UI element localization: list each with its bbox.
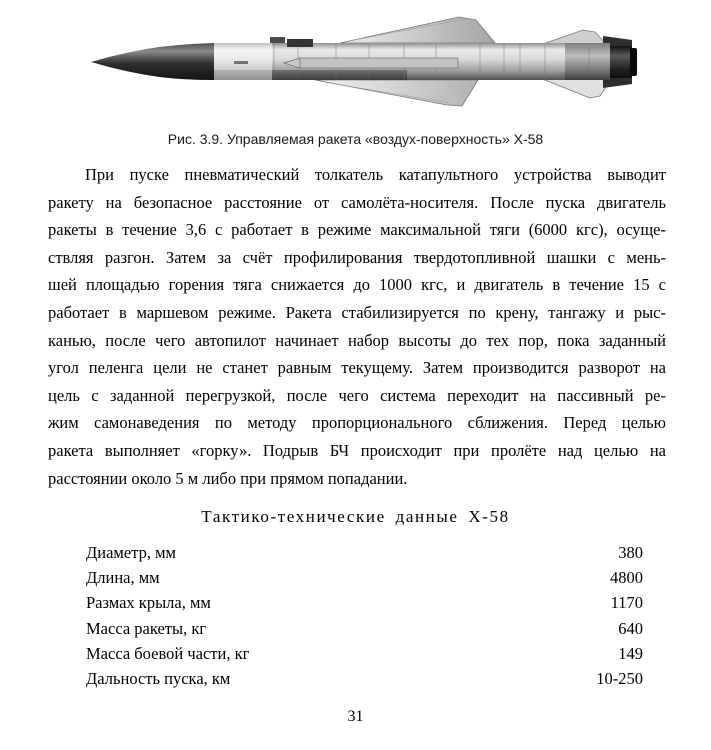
- paragraph-line: При пуске пневматический толкатель катапультного устройства выводит: [85, 165, 666, 184]
- specs-heading: Тактико-технические данные Х-58: [201, 507, 510, 526]
- missile-figure: [84, 6, 638, 126]
- conduit-duct: [300, 58, 458, 68]
- nozzle-end-cap: [630, 48, 637, 76]
- paragraph-line: ракета выполняет «горку». Подрыв БЧ происходит при пролёте над целью на: [48, 440, 666, 460]
- spec-value: 149: [618, 643, 643, 663]
- table-row: [86, 565, 643, 590]
- paragraph-line: шей площадью горения тяга снижается до 1000 кгс, и двигатель в течение 15 с: [48, 275, 666, 295]
- page-number: 31: [347, 708, 364, 725]
- table-row: [86, 641, 643, 666]
- access-panel-large: [287, 39, 313, 47]
- spec-value: 640: [618, 618, 643, 638]
- table-row: [86, 590, 643, 615]
- body-rear-band: [565, 43, 610, 80]
- spec-label: Масса ракеты, кг: [86, 618, 207, 638]
- paragraph-line: канью, после чего автопилот начинает набор высоты до тех пор, пока заданный: [48, 330, 666, 350]
- spec-value: 1170: [610, 593, 643, 613]
- paragraph-line: ствляя разгон. Затем за счёт профилирования твердотопливной шашки с мень-: [48, 247, 666, 267]
- table-row: [86, 540, 643, 565]
- paragraph-line: цель с заданной перегрузкой, после чего система переходит на пассивный ре-: [48, 385, 666, 405]
- spec-label: Диаметр, мм: [86, 543, 176, 562]
- exhaust-nozzle: [610, 46, 632, 78]
- spec-label: Масса боевой части, кг: [86, 643, 250, 663]
- paragraph-line: ракеты в течение 3,6 с работает в режиме максимальной тяги (6000 кгс), осуще-: [48, 220, 666, 240]
- table-row: [86, 666, 643, 691]
- lower-tail-fin: [540, 78, 612, 98]
- specs-table: [86, 540, 643, 691]
- missile-illustration: [84, 6, 638, 126]
- nose-cone: [91, 43, 214, 80]
- spec-value: 380: [618, 543, 643, 562]
- access-panel-small: [270, 37, 285, 43]
- paragraph-line: ракету на безопасное расстояние от самолёта-носителя. После пуска двигатель: [48, 192, 666, 212]
- spec-label: Длина, мм: [86, 568, 160, 588]
- paragraph-line: расстоянии около 5 м либо при прямом попадании.: [48, 468, 408, 488]
- paragraph-line: угол пеленга цели не станет равным текущему. Затем производится разворот на: [48, 358, 666, 378]
- upper-wing: [340, 17, 495, 43]
- figure-caption: Рис. 3.9. Управляемая ракета «воздух-поверхность» Х-58: [167, 131, 544, 147]
- spec-label: Дальность пуска, км: [86, 668, 231, 688]
- table-row: [86, 616, 643, 641]
- paragraph-line: жим самонаведения по методу пропорционального сближения. Перед целью: [48, 413, 666, 433]
- spec-value: 10-250: [596, 668, 643, 688]
- body-marking: [234, 61, 248, 64]
- spec-label: Размах крыла, мм: [86, 593, 211, 613]
- spec-value: 4800: [610, 568, 643, 588]
- paragraph-line: работает в маршевом режиме. Ракета стабилизируется по крену, тангажу и рыс-: [48, 302, 666, 322]
- body-paragraph: [48, 161, 666, 492]
- lower-wing: [315, 80, 478, 106]
